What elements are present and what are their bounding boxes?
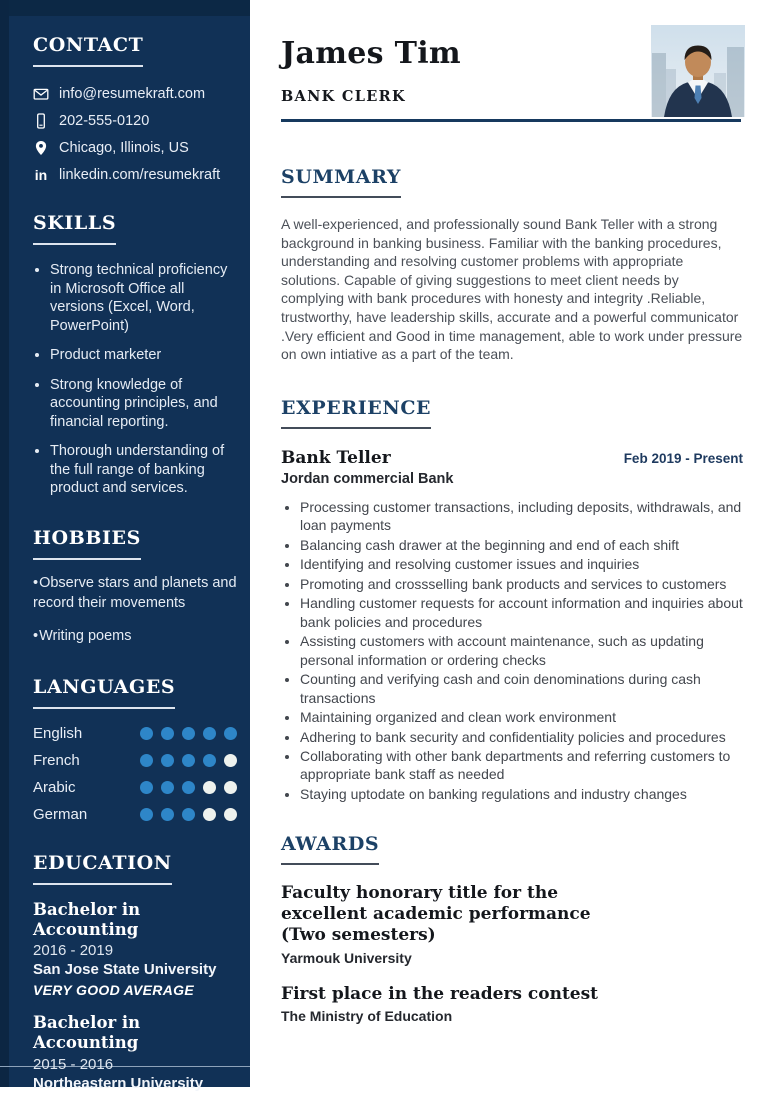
job-role: Bank Teller — [281, 447, 391, 468]
education-degree: Bachelor in Accounting — [33, 1013, 141, 1053]
contact-item-email — [33, 86, 237, 102]
email-icon — [33, 86, 49, 102]
profile-photo — [651, 25, 745, 117]
contact-item-location — [33, 140, 237, 156]
header-divider — [281, 119, 741, 122]
awards-heading: AWARDS — [281, 833, 379, 865]
language-row — [33, 779, 237, 796]
location-icon — [33, 140, 49, 156]
hobbies-heading: HOBBIES — [33, 527, 141, 560]
education-heading: EDUCATION — [33, 852, 172, 885]
job-bullet: • Processing customer transactions, including deposits, withdrawals, and loan payments — [300, 498, 743, 535]
phone-icon — [33, 113, 49, 129]
job-dates: Feb 2019 - Present — [623, 450, 743, 466]
education-degree: Bachelor in Accounting — [33, 899, 141, 939]
skill-item: • Product marketer — [50, 346, 237, 365]
education-school: San Jose State University — [33, 961, 217, 979]
hobby-item: • Observe stars and planets and record their movements — [33, 574, 237, 613]
sidebar-content — [0, 0, 250, 1112]
award-organization: The Ministry of Education — [281, 1008, 453, 1025]
languages-section — [33, 676, 237, 823]
award-entry — [281, 883, 741, 965]
awards-section — [281, 833, 741, 1024]
language-name: German — [33, 805, 88, 823]
job-bullet: • Balancing cash drawer at the beginning and end of each shift — [300, 536, 743, 554]
education-entry — [33, 1013, 237, 1112]
language-row — [33, 725, 237, 742]
job-company: Jordan commercial Bank — [281, 470, 454, 487]
skills-list — [33, 261, 237, 498]
education-average: EXCELLENT AVERAGE — [33, 1095, 193, 1112]
language-level-dots — [140, 808, 237, 821]
skills-section — [33, 212, 237, 498]
job-bullet: • Staying uptodate on banking regulations and industry changes — [300, 785, 743, 803]
language-name: Arabic — [33, 778, 76, 796]
education-entry — [33, 900, 237, 999]
resume-header — [281, 36, 741, 122]
summary-text: A well-experienced, and professionally sound Bank Teller with a strong background in banking business. Familiar with the banking procedures, understanding and resolving customer problems with appropriate solutions. Capable of giving suggestions to meet client needs by complying with bank procedures with honesty and integrity .Reliable, trustworthy, have leadership skills, accurate and a powerful communicator .Very efficient and Good in time management, able to work under pressure on own intiative as a part of the team. — [281, 216, 743, 363]
main-content — [250, 0, 768, 1087]
job-bullet: • Adhering to bank security and confidentiality policies and procedures — [300, 728, 743, 746]
job-bullet: • Promoting and crossselling bank products and services to customers — [300, 575, 743, 593]
hobby-item: • Writing poems — [33, 627, 237, 647]
language-name: English — [33, 724, 83, 742]
job-bullet: • Assisting customers with account maintenance, such as updating personal information or ordering checks — [300, 632, 743, 669]
summary-heading: SUMMARY — [281, 166, 401, 198]
skill-item: • Thorough understanding of the full range of banking product and services. — [50, 442, 237, 498]
award-title: First place in the readers contest — [281, 983, 599, 1004]
award-organization: Yarmouk University — [281, 949, 412, 966]
education-average: VERY GOOD AVERAGE — [33, 982, 194, 999]
experience-section — [281, 397, 741, 804]
education-years: 2016 - 2019 — [33, 942, 114, 960]
language-level-dots — [140, 727, 237, 740]
language-level-dots — [140, 754, 237, 767]
language-name: French — [33, 751, 80, 769]
sidebar — [0, 0, 250, 1112]
skills-heading: SKILLS — [33, 212, 116, 245]
education-school: Northeastern University — [33, 1074, 204, 1092]
skill-item: • Strong knowledge of accounting principles, and financial reporting. — [50, 376, 237, 432]
job-bullet: • Counting and verifying cash and coin denominations during cash transactions — [300, 670, 743, 707]
language-row — [33, 806, 237, 823]
candidate-job-title: BANK CLERK — [281, 88, 406, 105]
education-years: 2015 - 2016 — [33, 1055, 114, 1073]
languages-list — [33, 725, 237, 823]
contact-list — [33, 86, 237, 183]
contact-heading: CONTACT — [33, 34, 143, 67]
education-section — [33, 852, 237, 1112]
hobbies-section — [33, 527, 237, 647]
contact-section — [33, 34, 237, 183]
linkedin-icon: in — [34, 167, 48, 183]
job-bullet: • Maintaining organized and clean work environment — [300, 708, 743, 726]
language-row — [33, 752, 237, 769]
language-level-dots — [140, 781, 237, 794]
job-bullet-list — [281, 498, 743, 804]
contact-phone-text: 202-555-0120 — [59, 113, 150, 129]
award-entry — [281, 984, 741, 1025]
languages-heading: LANGUAGES — [33, 676, 175, 709]
candidate-name: James Tim — [281, 36, 461, 71]
job-bullet: • Handling customer requests for account information and inquiries about bank policies and procedures — [300, 594, 743, 631]
contact-item-linkedin — [33, 167, 237, 183]
contact-item-phone — [33, 113, 237, 129]
skill-item: • Strong technical proficiency in Microsoft Office all versions (Excel, Word, PowerPoint) — [50, 261, 237, 335]
experience-heading: EXPERIENCE — [281, 397, 431, 429]
contact-location-text: Chicago, Illinois, US — [59, 140, 189, 156]
summary-section — [281, 166, 741, 364]
award-title: Faculty honorary title for the excellent academic performance (Two semesters) — [281, 883, 591, 945]
job-bullet: • Identifying and resolving customer issues and inquiries — [300, 555, 743, 573]
job-bullet: • Collaborating with other bank departments and referring customers to appropriate bank staff as needed — [300, 747, 743, 784]
contact-linkedin-text[interactable]: linkedin.com/resumekraft — [59, 167, 221, 183]
contact-email-text[interactable]: info@resumekraft.com — [59, 86, 206, 102]
job-header — [281, 448, 743, 468]
